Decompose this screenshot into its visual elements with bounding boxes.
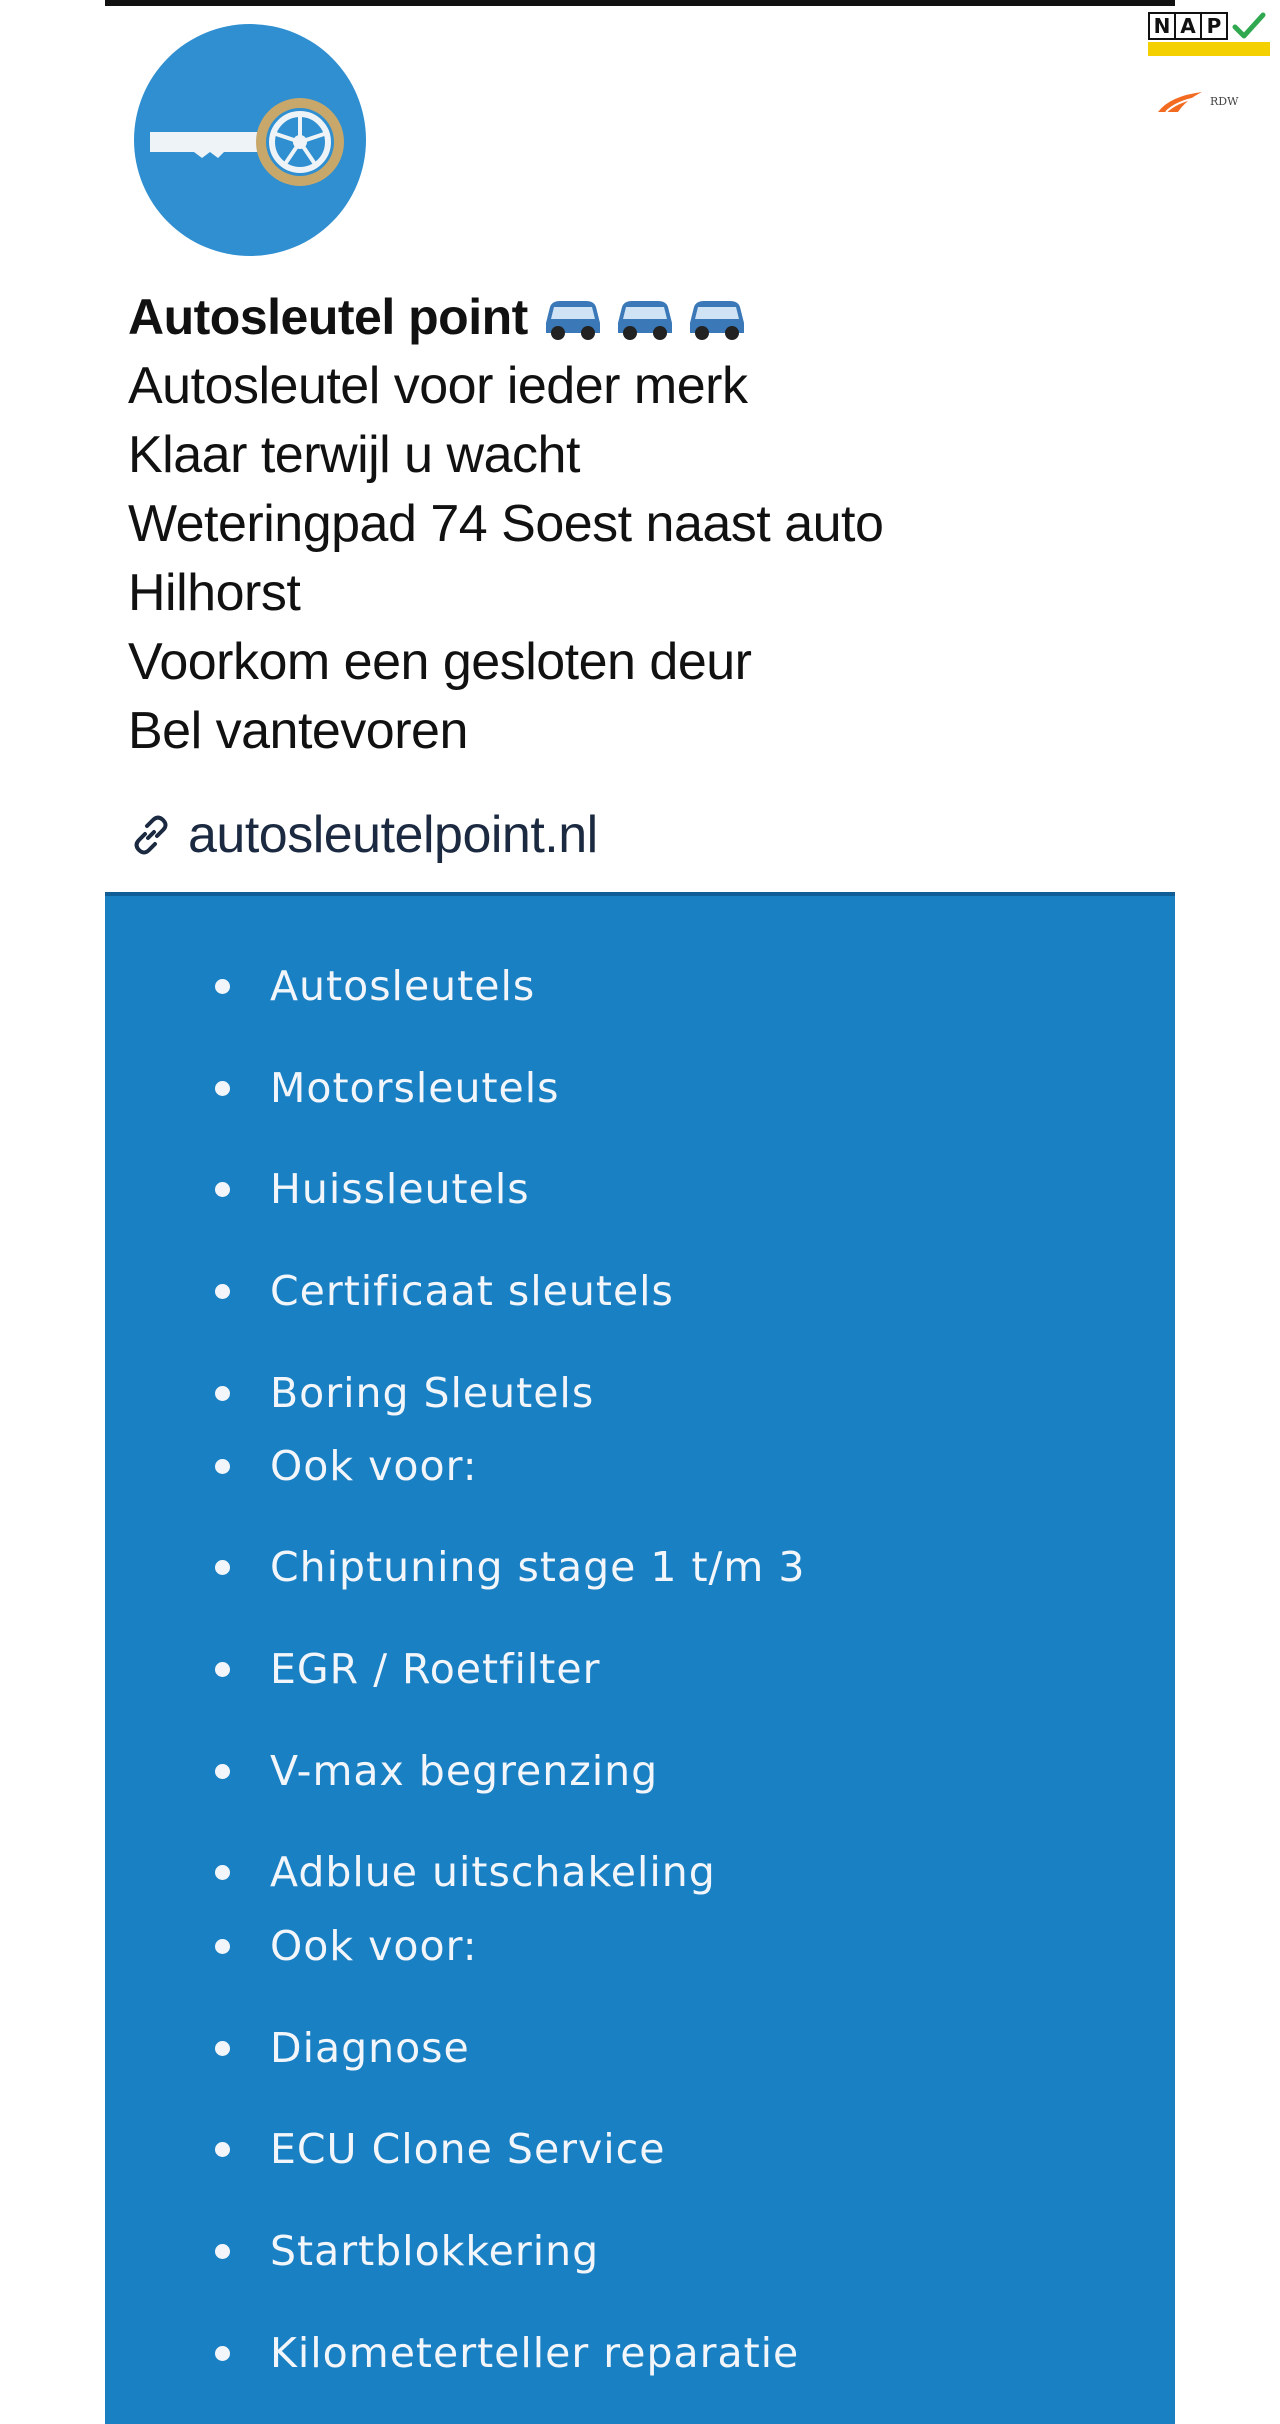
left-margin xyxy=(0,0,105,2424)
service-item xyxy=(215,2221,599,2281)
bullet-icon xyxy=(215,1182,230,1197)
rdw-text: RDW xyxy=(1210,95,1239,108)
rdw-swoosh-icon xyxy=(1156,90,1204,114)
rdw-logo xyxy=(1156,84,1266,120)
service-item xyxy=(215,2119,665,2179)
service-label: V-max begrenzing xyxy=(270,1747,659,1795)
website-url[interactable]: autosleutelpoint.nl xyxy=(188,806,598,864)
bullet-icon xyxy=(215,2244,230,2259)
nap-yellow-bar xyxy=(1148,42,1270,56)
bullet-icon xyxy=(215,1560,230,1575)
service-label: Kilometerteller reparatie xyxy=(270,2329,800,2377)
bullet-icon xyxy=(215,1764,230,1779)
bio-line: Bel vantevoren xyxy=(128,702,468,760)
service-label: Boring Sleutels xyxy=(270,1369,595,1417)
checkmark-icon xyxy=(1232,12,1266,40)
bullet-icon xyxy=(215,2041,230,2056)
bio-line: Autosleutel voor ieder merk xyxy=(128,357,748,415)
service-item xyxy=(215,2018,470,2078)
car-icon xyxy=(540,293,606,341)
service-item xyxy=(215,1363,594,1423)
bullet-icon xyxy=(215,1386,230,1401)
service-item xyxy=(215,1261,674,1321)
service-label: Startblokkering xyxy=(270,2227,600,2275)
car-icon xyxy=(684,293,750,341)
service-item xyxy=(215,1842,716,1902)
service-item xyxy=(215,1741,658,1801)
bullet-icon xyxy=(215,1081,230,1096)
service-item xyxy=(215,1537,805,1597)
service-label: Chiptuning stage 1 t/m 3 xyxy=(270,1543,806,1591)
service-item xyxy=(215,1436,478,1496)
bullet-icon xyxy=(215,2346,230,2361)
nap-letter: N xyxy=(1150,14,1174,38)
bullet-icon xyxy=(215,1284,230,1299)
service-label: EGR / Roetfilter xyxy=(270,1645,601,1693)
service-item xyxy=(215,1639,600,1699)
car-key-logo xyxy=(128,24,372,256)
bullet-icon xyxy=(215,1939,230,1954)
bio-line: Hilhorst xyxy=(128,564,301,622)
bio-line: Weteringpad 74 Soest naast auto xyxy=(128,495,884,553)
bio-line: Voorkom een gesloten deur xyxy=(128,633,752,691)
car-emoji-group xyxy=(540,293,750,341)
car-icon xyxy=(612,293,678,341)
service-label: Autosleutels xyxy=(270,962,536,1010)
service-label: Huissleutels xyxy=(270,1165,530,1213)
top-divider xyxy=(105,0,1175,6)
service-label: Certificaat sleutels xyxy=(270,1267,674,1315)
nap-letters xyxy=(1148,12,1228,40)
link-icon xyxy=(128,812,174,858)
bio-line: Klaar terwijl u wacht xyxy=(128,426,580,484)
website-link[interactable] xyxy=(128,800,598,870)
profile-name: Autosleutel point xyxy=(128,289,528,345)
service-item xyxy=(215,1058,560,1118)
services-panel xyxy=(105,892,1175,2424)
bullet-icon xyxy=(215,1459,230,1474)
nap-badge xyxy=(1148,12,1270,56)
service-label: Ook voor: xyxy=(270,1922,478,1970)
profile-info xyxy=(128,282,1158,766)
service-item xyxy=(215,2323,799,2383)
service-item xyxy=(215,1159,530,1219)
profile-name-row xyxy=(128,282,1158,352)
nap-letter: P xyxy=(1202,14,1226,38)
bullet-icon xyxy=(215,979,230,994)
service-label: Motorsleutels xyxy=(270,1064,560,1112)
nap-letter: A xyxy=(1176,14,1200,38)
service-label: Adblue uitschakeling xyxy=(270,1848,716,1896)
service-label: Diagnose xyxy=(270,2024,470,2072)
service-label: Ook voor: xyxy=(270,1442,478,1490)
bullet-icon xyxy=(215,2142,230,2157)
bullet-icon xyxy=(215,1865,230,1880)
service-item xyxy=(215,956,535,1016)
bullet-icon xyxy=(215,1662,230,1677)
panel-divider xyxy=(105,892,1175,896)
service-item xyxy=(215,1916,478,1976)
service-label: ECU Clone Service xyxy=(270,2125,666,2173)
